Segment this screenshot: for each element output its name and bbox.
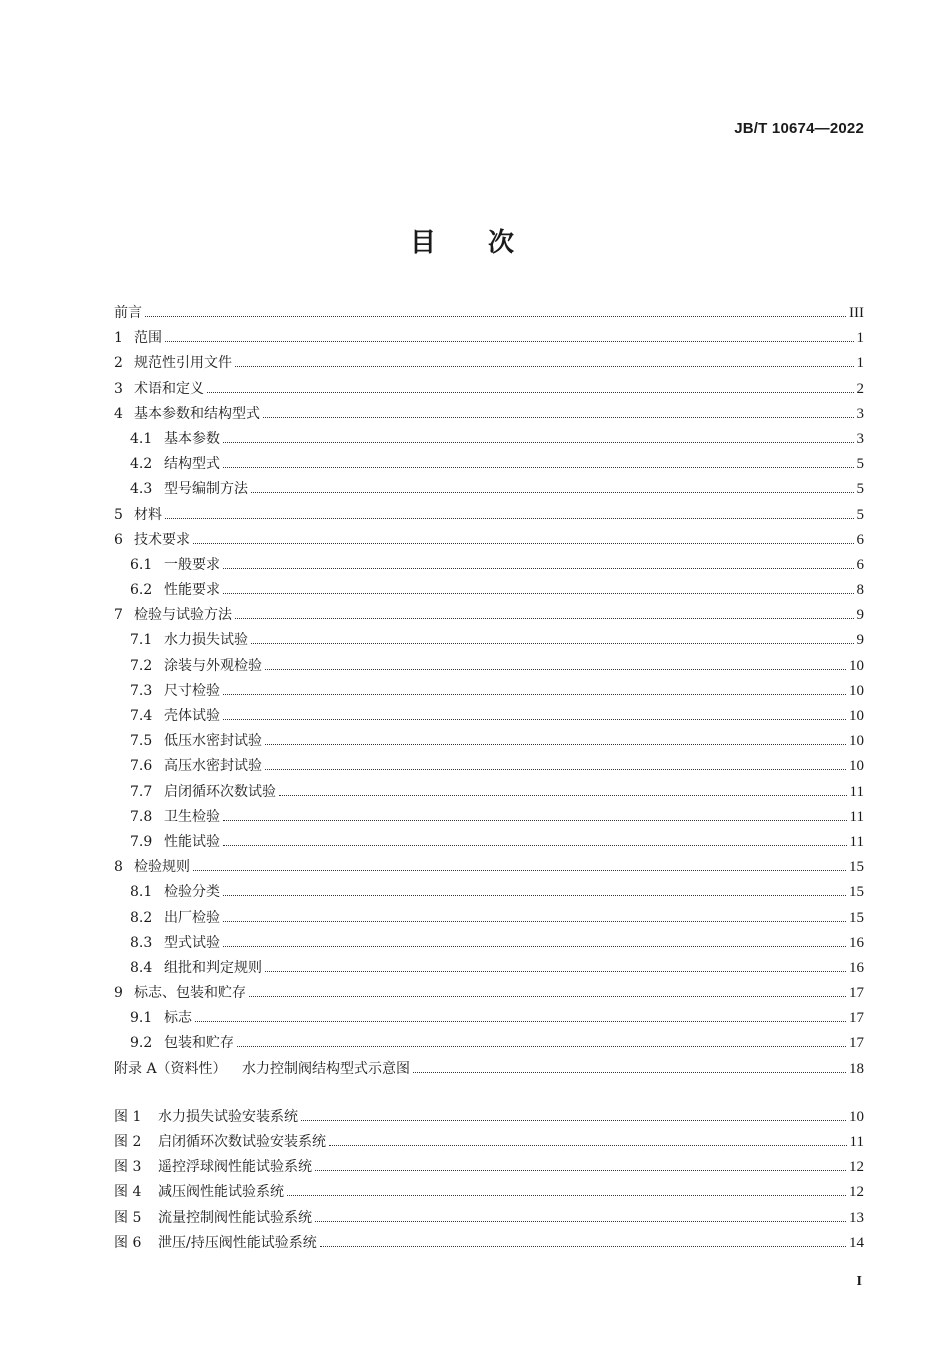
dot-leader — [223, 719, 846, 720]
entry-title: 标志 — [164, 1010, 192, 1027]
entry-title: 规范性引用文件 — [134, 355, 232, 372]
entry-title: 尺寸检验 — [164, 682, 220, 699]
entry-page-number: 8 — [856, 582, 864, 599]
entry-page-number: 11 — [849, 833, 864, 850]
entry-number: 7 — [114, 607, 123, 624]
entry-title: 一般要求 — [164, 556, 220, 573]
entry-number: 4.1 — [130, 430, 153, 447]
entry-number: 图 3 — [114, 1159, 142, 1176]
entry-number: 6.2 — [130, 582, 153, 599]
entry-number: 8 — [114, 859, 123, 876]
dot-leader — [193, 870, 846, 871]
toc-figure-list — [114, 1105, 864, 1256]
entry-title: 技术要求 — [134, 531, 190, 548]
entry-title: 术语和定义 — [134, 380, 204, 397]
entry-page-number: 11 — [849, 808, 864, 825]
entry-number: 附录 A（资料性） — [114, 1060, 227, 1077]
toc-entry[interactable] — [114, 780, 864, 805]
entry-page-number: 10 — [849, 682, 864, 699]
entry-number: 7.5 — [130, 733, 153, 750]
entry-number: 9.1 — [130, 1010, 153, 1027]
entry-page-number: 1 — [856, 355, 864, 372]
entry-page-number: 11 — [849, 783, 864, 800]
dot-leader — [207, 392, 854, 393]
entry-title: 水力控制阀结构型式示意图 — [242, 1060, 410, 1077]
dot-leader — [223, 568, 854, 569]
toc-entry[interactable] — [114, 830, 864, 855]
toc-entry[interactable] — [114, 981, 864, 1006]
entry-page-number: 6 — [856, 556, 864, 573]
entry-number: 7.1 — [130, 632, 153, 649]
entry-page-number: 15 — [849, 909, 864, 926]
figure-entry[interactable] — [114, 1206, 864, 1231]
dot-leader — [329, 1145, 847, 1146]
dot-leader — [223, 467, 854, 468]
entry-number: 7.4 — [130, 708, 153, 724]
entry-title: 性能要求 — [164, 582, 220, 599]
toc-entry[interactable] — [114, 931, 864, 956]
dot-leader — [223, 694, 846, 695]
dot-leader — [235, 618, 854, 619]
entry-number: 8.2 — [130, 909, 153, 926]
dot-leader — [265, 971, 846, 972]
entry-title: 高压水密封试验 — [164, 758, 262, 775]
entry-number: 8.1 — [130, 884, 153, 901]
entry-page-number: 10 — [849, 657, 864, 674]
entry-title: 性能试验 — [164, 833, 220, 850]
entry-page-number: 10 — [849, 733, 864, 750]
dot-leader — [287, 1195, 846, 1196]
dot-leader — [223, 593, 854, 594]
entry-title: 标志、包装和贮存 — [134, 985, 246, 1002]
entry-number: 7.8 — [130, 808, 153, 825]
dot-leader — [251, 643, 854, 644]
entry-page-number: 5 — [856, 506, 864, 523]
entry-number: 2 — [114, 355, 123, 372]
entry-page-number: 5 — [856, 481, 864, 498]
entry-number: 5 — [114, 506, 123, 523]
entry-title: 低压水密封试验 — [164, 733, 262, 750]
entry-title: 结构型式 — [164, 456, 220, 473]
entry-title: 启闭循环次数试验安装系统 — [158, 1134, 326, 1150]
entry-number: 4.2 — [130, 456, 153, 473]
dot-leader — [145, 316, 846, 317]
toc-entry[interactable] — [114, 754, 864, 779]
entry-page-number: 6 — [856, 531, 864, 548]
entry-title: 材料 — [134, 506, 162, 523]
entry-number: 7.6 — [130, 758, 153, 775]
toc-entry[interactable] — [114, 351, 864, 376]
entry-title: 包装和贮存 — [164, 1035, 234, 1052]
dot-leader — [165, 518, 854, 519]
entry-title: 型式试验 — [164, 934, 220, 951]
entry-page-number: 15 — [849, 859, 864, 876]
entry-page-number: 17 — [849, 985, 864, 1002]
dot-leader — [223, 820, 847, 821]
toc-entry[interactable] — [114, 553, 864, 578]
entry-number: 9.2 — [130, 1035, 153, 1052]
entry-number: 6.1 — [130, 556, 153, 573]
table-of-contents — [114, 301, 864, 1256]
dot-leader — [249, 996, 846, 997]
entry-number: 图 1 — [114, 1108, 142, 1125]
figure-entry[interactable] — [114, 1130, 864, 1155]
dot-leader — [265, 769, 846, 770]
toc-entry[interactable] — [114, 654, 864, 679]
figure-entry[interactable] — [114, 1105, 864, 1130]
entry-page-number: 11 — [849, 1134, 864, 1150]
entry-number: 6 — [114, 531, 123, 548]
dot-leader — [265, 744, 846, 745]
entry-number: 图 5 — [114, 1209, 142, 1226]
toc-entry[interactable] — [114, 452, 864, 477]
entry-title: 遥控浮球阀性能试验系统 — [158, 1159, 312, 1176]
entry-title: 壳体试验 — [164, 708, 220, 724]
toc-entry[interactable] — [114, 377, 864, 402]
entry-page-number: 17 — [849, 1035, 864, 1052]
entry-number: 1 — [114, 330, 123, 347]
toc-entry[interactable] — [114, 880, 864, 905]
toc-entry[interactable] — [114, 503, 864, 528]
entry-title: 检验分类 — [164, 884, 220, 901]
entry-page-number: 16 — [849, 959, 864, 976]
entry-number: 7.7 — [130, 783, 153, 800]
entry-page-number: 17 — [849, 1010, 864, 1027]
entry-title: 减压阀性能试验系统 — [158, 1184, 284, 1201]
entry-title: 范围 — [134, 330, 162, 347]
entry-page-number: 10 — [849, 758, 864, 775]
entry-number: 8.4 — [130, 959, 153, 976]
entry-page-number: 10 — [849, 1108, 864, 1125]
entry-title: 前言 — [114, 305, 142, 321]
entry-page-number: 14 — [849, 1234, 864, 1251]
entry-title: 流量控制阀性能试验系统 — [158, 1209, 312, 1226]
figure-entry[interactable] — [114, 1231, 864, 1256]
figure-entry[interactable] — [114, 1155, 864, 1180]
entry-title: 检验与试验方法 — [134, 607, 232, 624]
dot-leader — [237, 1046, 846, 1047]
toc-entry[interactable] — [114, 402, 864, 427]
page-title: 目次 — [409, 228, 566, 258]
toc-entry[interactable] — [114, 578, 864, 603]
dot-leader — [223, 921, 846, 922]
dot-leader — [320, 1246, 846, 1247]
entry-page-number: 12 — [849, 1159, 864, 1176]
entry-title: 涂装与外观检验 — [164, 657, 262, 674]
dot-leader — [223, 442, 854, 443]
entry-page-number: 3 — [856, 430, 864, 447]
entry-number: 7.2 — [130, 657, 153, 674]
page-number: I — [856, 1274, 862, 1289]
toc-entry[interactable] — [114, 1031, 864, 1056]
entry-title: 启闭循环次数试验 — [164, 783, 276, 800]
toc-entry[interactable] — [114, 1057, 864, 1082]
toc-entry[interactable] — [114, 906, 864, 931]
dot-leader — [315, 1170, 846, 1171]
dot-leader — [235, 366, 854, 367]
toc-entry[interactable] — [114, 528, 864, 553]
toc-section-list — [114, 301, 864, 1082]
toc-entry[interactable] — [114, 855, 864, 880]
dot-leader — [195, 1021, 846, 1022]
entry-number: 图 6 — [114, 1234, 142, 1251]
dot-leader — [265, 669, 846, 670]
entry-title: 检验规则 — [134, 859, 190, 876]
entry-number: 8.3 — [130, 934, 153, 951]
dot-leader — [263, 417, 854, 418]
dot-leader — [315, 1221, 846, 1222]
dot-leader — [279, 795, 847, 796]
entry-page-number: 13 — [849, 1209, 864, 1226]
entry-page-number: 1 — [856, 330, 864, 347]
entry-number: 4 — [114, 405, 123, 422]
entry-title: 卫生检验 — [164, 808, 220, 825]
entry-page-number: 5 — [856, 456, 864, 473]
toc-entry[interactable] — [114, 1006, 864, 1031]
entry-page-number: 12 — [849, 1184, 864, 1201]
toc-entry[interactable] — [114, 301, 864, 326]
entry-title: 泄压/持压阀性能试验系统 — [158, 1234, 317, 1251]
dot-leader — [165, 341, 854, 342]
entry-title: 基本参数 — [164, 430, 220, 447]
entry-number: 7.3 — [130, 682, 153, 699]
toc-entry[interactable] — [114, 326, 864, 351]
dot-leader — [413, 1072, 846, 1073]
entry-title: 水力损失试验 — [164, 632, 248, 649]
entry-number: 图 2 — [114, 1134, 142, 1150]
toc-entry[interactable] — [114, 477, 864, 502]
standard-code: JB/T 10674—2022 — [734, 120, 864, 137]
toc-entry[interactable] — [114, 956, 864, 981]
figure-entry[interactable] — [114, 1180, 864, 1205]
entry-page-number: 9 — [856, 607, 864, 624]
entry-title: 型号编制方法 — [164, 481, 248, 498]
dot-leader — [223, 845, 847, 846]
entry-number: 9 — [114, 985, 123, 1002]
toc-entry[interactable] — [114, 603, 864, 628]
dot-leader — [251, 492, 854, 493]
toc-entry[interactable] — [114, 704, 864, 729]
entry-title: 基本参数和结构型式 — [134, 405, 260, 422]
entry-page-number: 15 — [849, 884, 864, 901]
entry-page-number: 16 — [849, 934, 864, 951]
toc-entry[interactable] — [114, 628, 864, 653]
entry-page-number: 10 — [849, 708, 864, 724]
entry-number: 图 4 — [114, 1184, 142, 1201]
dot-leader — [223, 946, 846, 947]
dot-leader — [301, 1120, 846, 1121]
entry-number: 7.9 — [130, 833, 153, 850]
entry-title: 组批和判定规则 — [164, 959, 262, 976]
entry-title: 水力损失试验安装系统 — [158, 1108, 298, 1125]
entry-page-number: 18 — [849, 1060, 864, 1077]
dot-leader — [223, 895, 846, 896]
entry-number: 4.3 — [130, 481, 153, 498]
toc-entry[interactable] — [114, 679, 864, 704]
entry-title: 出厂检验 — [164, 909, 220, 926]
entry-page-number: 2 — [856, 380, 864, 397]
toc-entry[interactable] — [114, 427, 864, 452]
entry-number: 3 — [114, 380, 123, 397]
dot-leader — [193, 543, 854, 544]
toc-entry[interactable] — [114, 805, 864, 830]
entry-page-number: III — [849, 305, 864, 321]
entry-page-number: 3 — [856, 405, 864, 422]
toc-entry[interactable] — [114, 729, 864, 754]
entry-page-number: 9 — [856, 632, 864, 649]
